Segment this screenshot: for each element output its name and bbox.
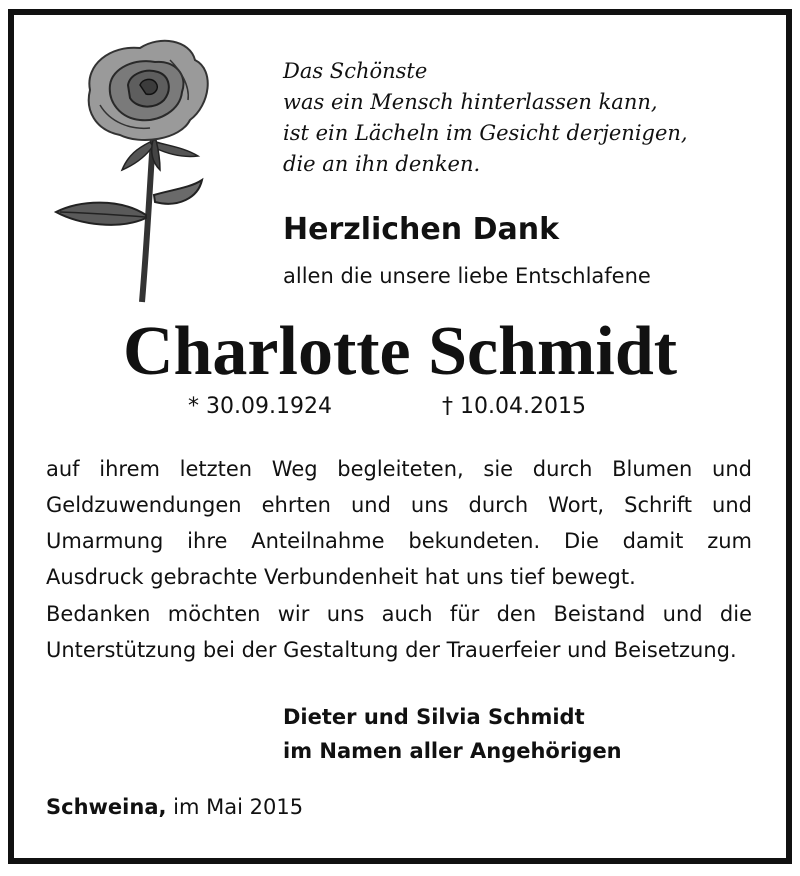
thanks-heading: Herzlichen Dank <box>283 212 560 247</box>
quote-line: die an ihn denken. <box>283 152 481 176</box>
signature-subline: im Namen aller Angehörigen <box>283 739 622 763</box>
place-date <box>46 795 303 819</box>
place-town: Schweina, <box>46 795 167 819</box>
thanks-paragraph: Bedanken möchten wir uns auch für den Beistand und die Unterstützung bei der Gestaltung der Trauerfeier und Beisetzung. <box>46 602 752 662</box>
quote-line: Das Schönste <box>283 59 428 83</box>
birth-date: * 30.09.1924 <box>188 394 332 419</box>
thanks-paragraph: auf ihrem letzten Weg begleiteten, sie durch Blumen und Geldzuwendungen ehrten und uns durch Wort, Schrift und Umarmung ihre Anteilnahme bekundeten. Die damit zum Ausdruck gebrachte Verbundenheit hat uns tief bewegt. <box>46 457 752 589</box>
intro-line: allen die unsere liebe Entschlafene <box>283 264 651 288</box>
quote-line: was ein Mensch hinterlassen kann, <box>283 90 658 114</box>
memorial-quote <box>283 56 763 180</box>
quote-line: ist ein Lächeln im Gesicht derjenigen, <box>283 121 688 145</box>
signature-names: Dieter und Silvia Schmidt <box>283 705 585 729</box>
rose-icon <box>50 30 240 310</box>
death-date: † 10.04.2015 <box>442 394 586 419</box>
signature <box>283 700 622 768</box>
deceased-name: Charlotte Schmidt <box>122 313 678 390</box>
place-date-text: im Mai 2015 <box>173 795 304 819</box>
